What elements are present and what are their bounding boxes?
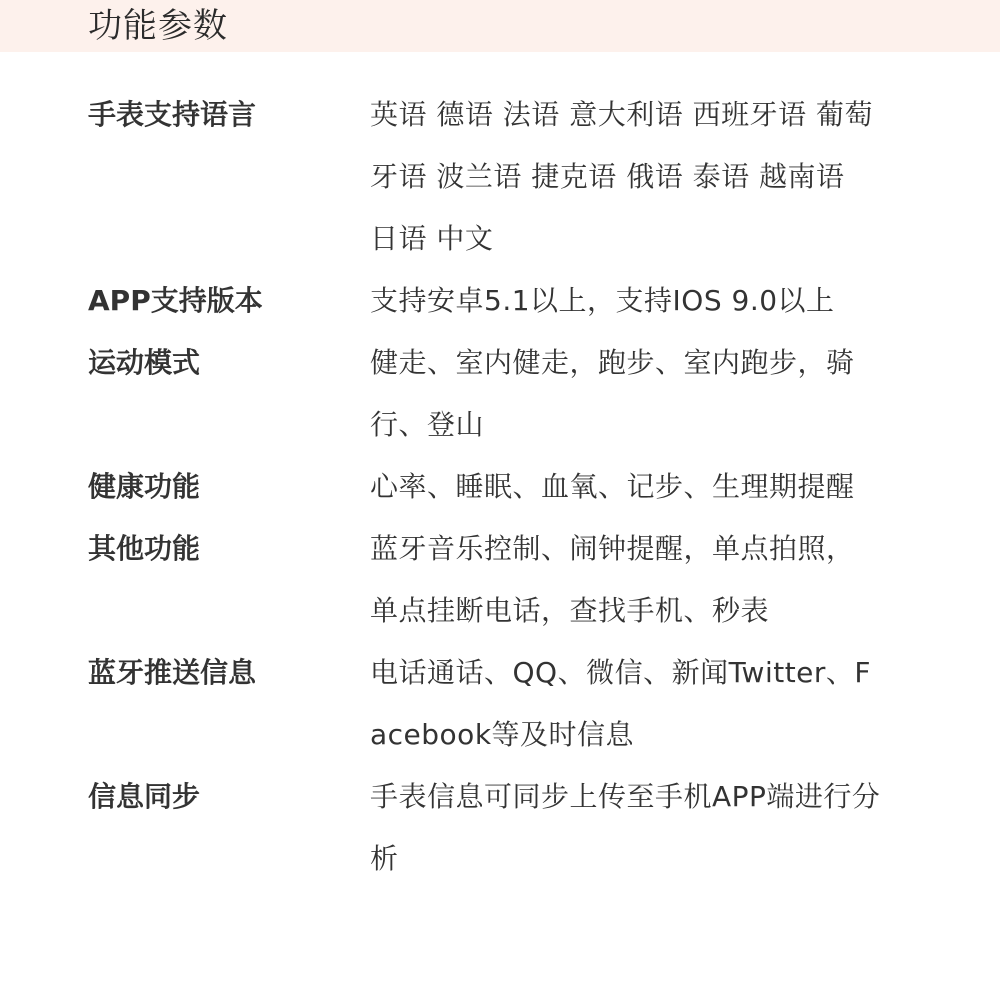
spec-row-health: [0, 456, 1000, 518]
spec-label: 健康功能: [88, 470, 201, 503]
spec-value: 健走、室内健走，跑步、室内跑步，骑行、登山: [370, 346, 855, 441]
spec-value: 蓝牙音乐控制、闹钟提醒，单点拍照，单点挂断电话，查找手机、秒表: [370, 532, 855, 627]
spec-value: 支持安卓5.1以上，支持IOS 9.0以上: [370, 284, 835, 317]
spec-list: [0, 84, 1000, 890]
spec-row-other: [0, 518, 1000, 642]
spec-value: 心率、睡眠、血氧、记步、生理期提醒: [370, 470, 855, 503]
spec-label: 运动模式: [88, 346, 201, 379]
spec-row-sport-modes: [0, 332, 1000, 456]
section-title: 功能参数: [88, 6, 228, 46]
spec-label: 蓝牙推送信息: [88, 656, 257, 689]
spec-label: 信息同步: [88, 780, 201, 813]
spec-row-app-version: [0, 270, 1000, 332]
spec-value: 手表信息可同步上传至手机APP端进行分析: [370, 780, 881, 875]
spec-label: 手表支持语言: [88, 98, 257, 131]
section-header: [0, 0, 1000, 52]
spec-label: APP支持版本: [88, 284, 263, 317]
spec-row-sync: [0, 766, 1000, 890]
spec-value: 电话通话、QQ、微信、新闻Twitter、Facebook等及时信息: [370, 656, 872, 751]
spec-row-languages: [0, 84, 1000, 270]
spec-row-bluetooth-push: [0, 642, 1000, 766]
spec-label: 其他功能: [88, 532, 201, 565]
spec-value: 英语 德语 法语 意大利语 西班牙语 葡萄牙语 波兰语 捷克语 俄语 泰语 越南语 日语 中文: [370, 98, 874, 255]
